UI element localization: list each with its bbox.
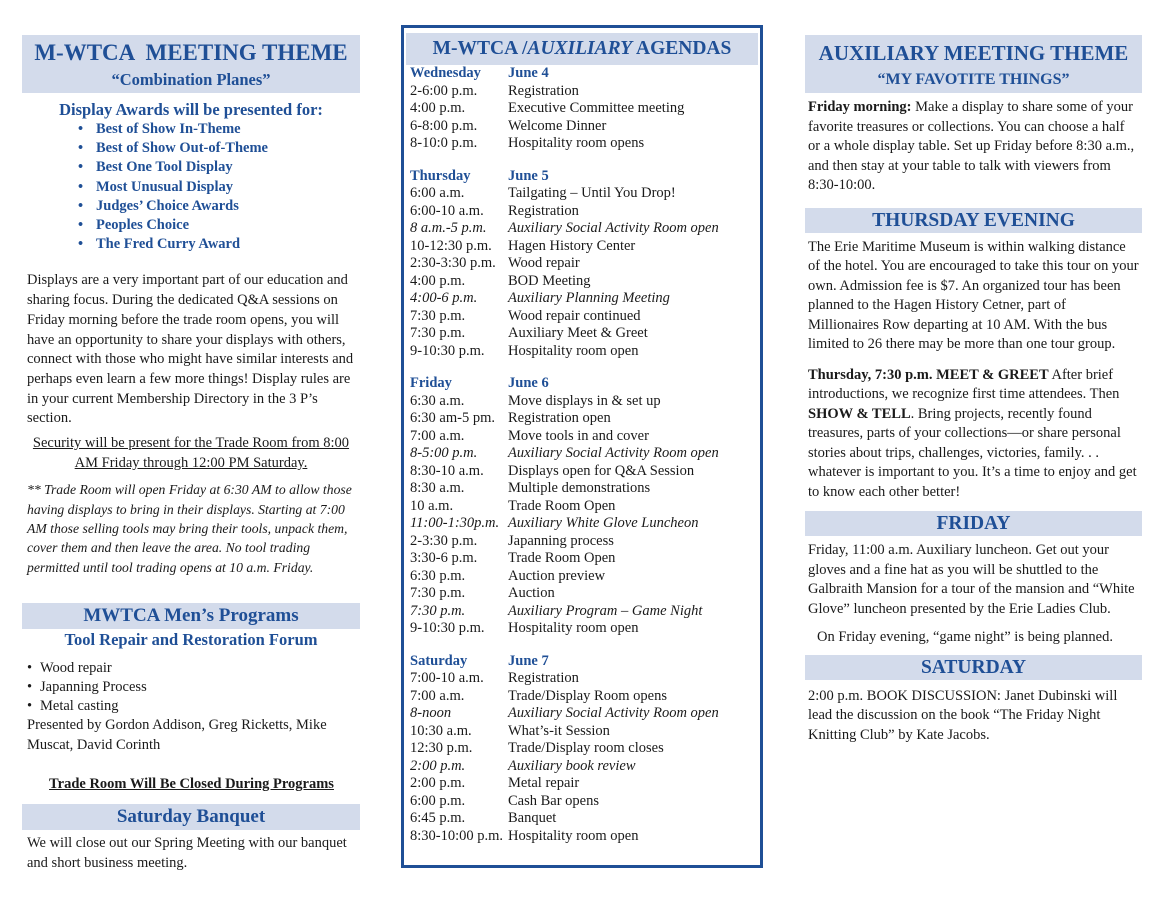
agenda-time: 4:00 p.m. [410,100,466,116]
agenda-row [410,308,760,326]
agenda-row [410,568,760,586]
agenda-time: 6:00 a.m. [410,185,465,201]
agenda-time: 3:30-6 p.m. [410,550,478,566]
agenda-event: Cash Bar opens [508,792,600,809]
trade-room-closed-note: Trade Room Will Be Closed During Programs [49,776,334,793]
program-item: • Metal casting [27,697,360,716]
agenda-event: Registration [508,82,579,99]
saturday-text: 2:00 p.m. BOOK DISCUSSION: Janet Dubinski will lead the discussion on the book “The Friday Night Knitting Club” by Kate Jacobs. [808,687,1118,743]
left-column [22,0,360,873]
agenda-event: Hospitality room open [508,827,639,844]
friday-evening-text: On Friday evening, “game night” is being planned. [817,629,1113,645]
agenda-row [410,410,760,428]
award-item: • Best of Show Out-of-Theme [78,139,360,158]
meeting-theme-title: M-WTCA MEETING THEME [34,40,348,65]
right-column [805,0,1142,745]
program-item: • Japanning Process [27,678,360,697]
agenda-row [410,118,760,136]
agenda-event: Auction preview [508,567,606,584]
meet-greet-text-1: After brief introductions, we recognize first time attendees. Then [808,366,1120,402]
agenda-event: Registration [508,202,579,219]
agenda-row [410,620,760,638]
day-name: Wednesday [410,65,481,81]
show-tell-label: SHOW & TELL [808,405,911,422]
mens-programs-title: MWTCA Men’s Programs [22,603,360,629]
day-name: Saturday [410,652,468,669]
agenda-time: 11:00-1:30p.m. [410,515,500,531]
program-list [22,659,360,716]
auxiliary-theme-title: AUXILIARY MEETING THEME [818,41,1129,65]
agenda-row [410,273,760,291]
agenda-time: 2-3:30 p.m. [410,532,478,549]
agenda-time: 10 a.m. [410,497,454,514]
agenda-time: 8-noon [410,705,452,721]
award-item: • Peoples Choice [78,216,360,235]
award-item: • The Fred Curry Award [78,235,360,254]
agenda-time: 2:00 p.m. [410,757,466,774]
agenda-row [410,290,760,308]
agenda-list [404,65,760,845]
agenda-time: 7:00-10 a.m. [410,670,484,686]
thursday-evening-text: The Erie Maritime Museum is within walking distance of the hotel. You are encouraged to take this tour on your own. Admission fee is $7. An organized tour has been planned to the Hagen History Cetner, part of Millionaires Row departing at 10 AM. With the bus limited to 26 there may be more than one tour group. [808,238,1139,352]
agenda-row [410,810,760,828]
agenda-row [410,480,760,498]
agenda-event: Registration open [508,410,611,426]
agenda-row [410,723,760,741]
agenda-event: Welcome Dinner [508,117,607,134]
agenda-row [410,688,760,706]
agenda-event: Multiple demonstrations [508,480,651,496]
agenda-row [410,670,760,688]
agenda-row [410,740,760,758]
agenda-row [410,100,760,118]
agenda-row [410,793,760,811]
agenda-row [410,705,760,723]
agenda-event: Hagen History Center [508,237,636,254]
agenda-row [410,463,760,481]
agenda-time: 10-12:30 p.m. [410,237,492,254]
day-date: June 6 [508,375,549,391]
meeting-theme-subtitle: “Combination Planes” [111,70,271,89]
meet-greet-paragraph [805,366,1142,503]
agenda-row [410,828,760,846]
security-note: Security will be present for the Trade Room from 8:00 AM Friday through 12:00 PM Saturday. [32,435,350,471]
agenda-row [410,498,760,516]
agenda-time: 2:30-3:30 p.m. [410,255,496,271]
agenda-event: Hospitality room open [508,620,639,636]
agenda-event: Auxiliary Social Activity Room open [508,445,719,461]
displays-paragraph: Displays are a very important part of our education and sharing focus. During the dedicated Q&A sessions on Friday morning before the trade room opens, you will have an opportunity to share your displays with others, connect with those who might have similar interests and perhaps even learn a few more things! Display rules are in your current Membership Directory in the 3 P’s section. [27,272,354,427]
friday-morning-label: Friday morning: [808,99,912,115]
agenda-row [410,203,760,221]
agenda-time: 2-6:00 p.m. [410,82,478,99]
agenda-panel [401,25,763,868]
agenda-time: 7:30 p.m. [410,602,466,619]
agenda-time: 4:00-6 p.m. [410,290,478,306]
day-heading [410,375,760,393]
agenda-event: Wood repair continued [508,307,641,324]
agenda-row [410,220,760,238]
banquet-text: We will close out our Spring Meeting with our banquet and short business meeting. [27,835,347,871]
day-heading [410,65,760,83]
agenda-event: Japanning process [508,532,614,549]
agenda-event: Trade/Display room closes [508,740,664,756]
agenda-time: 7:30 p.m. [410,585,466,601]
agenda-event: Tailgating – Until You Drop! [508,185,676,201]
agenda-time: 8:30 a.m. [410,480,465,496]
agenda-event: Auxiliary Program – Game Night [508,602,703,619]
agenda-event: Registration [508,670,579,686]
agenda-title-italic: AUXILIARY [527,38,633,59]
day-name: Thursday [410,167,471,184]
agenda-event: Auxiliary Social Activity Room open [508,705,719,721]
agenda-day-friday [410,375,760,638]
agenda-row [410,515,760,533]
agenda-time: 6:30 am-5 pm. [410,410,495,426]
agenda-time: 8:30-10:00 p.m. [410,827,504,844]
agenda-event: Metal repair [508,775,580,791]
agenda-title-suffix: AGENDAS [632,38,732,59]
agenda-time: 8 a.m.-5 p.m. [410,220,487,236]
agenda-event: Displays open for Q&A Session [508,462,695,479]
agenda-time: 10:30 a.m. [410,722,472,739]
day-date: June 7 [508,652,549,669]
agenda-row [410,325,760,343]
meet-greet-text-2: . Bring projects, recently found treasures, parts of your collections—or share personal stories about trips, challenges, victories, family. . . whatever is important to you. It’s a time to enjoy and get to know each other better! [808,405,1137,500]
agenda-row [410,603,760,621]
agenda-time: 8-10:0 p.m. [410,135,478,151]
agenda-time: 7:00 a.m. [410,687,465,704]
meet-greet-label: Thursday, 7:30 p.m. MEET & GREET [808,366,1049,383]
agenda-row [410,445,760,463]
friday-title: FRIDAY [805,511,1142,536]
agenda-time: 9-10:30 p.m. [410,620,485,636]
agenda-time: 8:30-10 a.m. [410,462,484,479]
agenda-event: Auxiliary Meet & Greet [508,325,648,341]
award-item: • Most Unusual Display [78,178,360,197]
trade-room-note: ** Trade Room will open Friday at 6:30 AM to allow those having displays to bring in their displays. Starting at 7:00 AM those selling tools may bring their tools, unpack them, cover them and then leave the area. No tool trading permitted until tool trading opens at 10 a.m. Friday. [27,482,352,575]
banquet-title: Saturday Banquet [22,804,360,830]
agenda-event: What’s-it Session [508,722,610,739]
day-date: June 5 [508,167,549,184]
agenda-title-prefix: M-WTCA / [432,38,528,59]
agenda-time: 7:30 p.m. [410,325,466,341]
agenda-time: 6:00-10 a.m. [410,202,484,219]
agenda-time: 8-5:00 p.m. [410,445,478,461]
friday-morning-paragraph [805,98,1142,196]
awards-list [22,120,360,254]
agenda-event: Executive Committee meeting [508,100,685,116]
agenda-event: Trade Room Open [508,550,616,566]
agenda-event: Trade Room Open [508,497,616,514]
agenda-time: 6-8:00 p.m. [410,117,478,134]
agenda-time: 12:30 p.m. [410,740,473,756]
agenda-event: BOD Meeting [508,272,591,289]
agenda-event: Move tools in and cover [508,427,649,444]
agenda-row [410,550,760,568]
agenda-time: 2:00 p.m. [410,775,466,791]
day-date: June 4 [508,65,549,81]
agenda-row [410,343,760,361]
agenda-title [406,33,758,65]
agenda-day-thursday [410,168,760,361]
day-heading [410,653,760,671]
agenda-row [410,255,760,273]
agenda-time: 6:30 p.m. [410,567,466,584]
agenda-row [410,775,760,793]
program-item: • Wood repair [27,659,360,678]
auxiliary-theme-subtitle: “MY FAVOTITE THINGS” [877,71,1070,88]
agenda-row [410,393,760,411]
agenda-time: 6:45 p.m. [410,810,466,826]
friday-morning-text: Make a display to share some of your favorite treasures or collections. You can choose a half or a whole display table. Set up Friday before 8:30 a.m., and then stay at your table to talk with viewers from 8:30-10:00. [808,99,1135,193]
saturday-title: SATURDAY [805,655,1142,680]
mens-programs-subtitle: Tool Repair and Restoration Forum [64,629,318,649]
agenda-time: 6:30 a.m. [410,392,465,409]
agenda-time: 9-10:30 p.m. [410,342,485,359]
agenda-event: Auction [508,585,555,601]
agenda-event: Auxiliary Planning Meeting [508,290,670,306]
agenda-event: Move displays in & set up [508,392,661,409]
day-heading [410,168,760,186]
agenda-row [410,135,760,153]
meeting-theme-banner [22,35,360,93]
agenda-event: Hospitality room open [508,342,639,359]
agenda-row [410,238,760,256]
agenda-time: 7:30 p.m. [410,307,466,324]
award-item: • Best of Show In-Theme [78,120,360,139]
agenda-event: Trade/Display Room opens [508,687,667,704]
auxiliary-theme-banner [805,35,1142,93]
friday-text: Friday, 11:00 a.m. Auxiliary luncheon. Get out your gloves and a fine hat as you will be shuttled to the Galbraith Mansion for a tour of the mansion and “White Glove” luncheon presented by the Erie Ladies Club. [808,542,1135,617]
agenda-day-wednesday [410,65,760,153]
agenda-event: Auxiliary book review [508,757,636,774]
agenda-row [410,83,760,101]
agenda-event: Wood repair [508,255,580,271]
awards-heading: Display Awards will be presented for: [59,100,323,119]
presenters: Presented by Gordon Addison, Greg Ricketts, Mike Muscat, David Corinth [27,716,327,753]
agenda-row [410,758,760,776]
thursday-evening-title: THURSDAY EVENING [805,208,1142,233]
day-name: Friday [410,375,452,391]
agenda-event: Auxiliary White Glove Luncheon [508,515,699,531]
agenda-time: 7:00 a.m. [410,427,465,444]
agenda-row [410,428,760,446]
award-item: • Best One Tool Display [78,158,360,177]
agenda-row [410,585,760,603]
agenda-event: Banquet [508,810,557,826]
agenda-time: 6:00 p.m. [410,792,466,809]
agenda-event: Auxiliary Social Activity Room open [508,220,719,236]
agenda-time: 4:00 p.m. [410,272,466,289]
agenda-row [410,533,760,551]
award-item: • Judges’ Choice Awards [78,197,360,216]
agenda-day-saturday [410,653,760,846]
agenda-event: Hospitality room opens [508,135,645,151]
agenda-row [410,185,760,203]
